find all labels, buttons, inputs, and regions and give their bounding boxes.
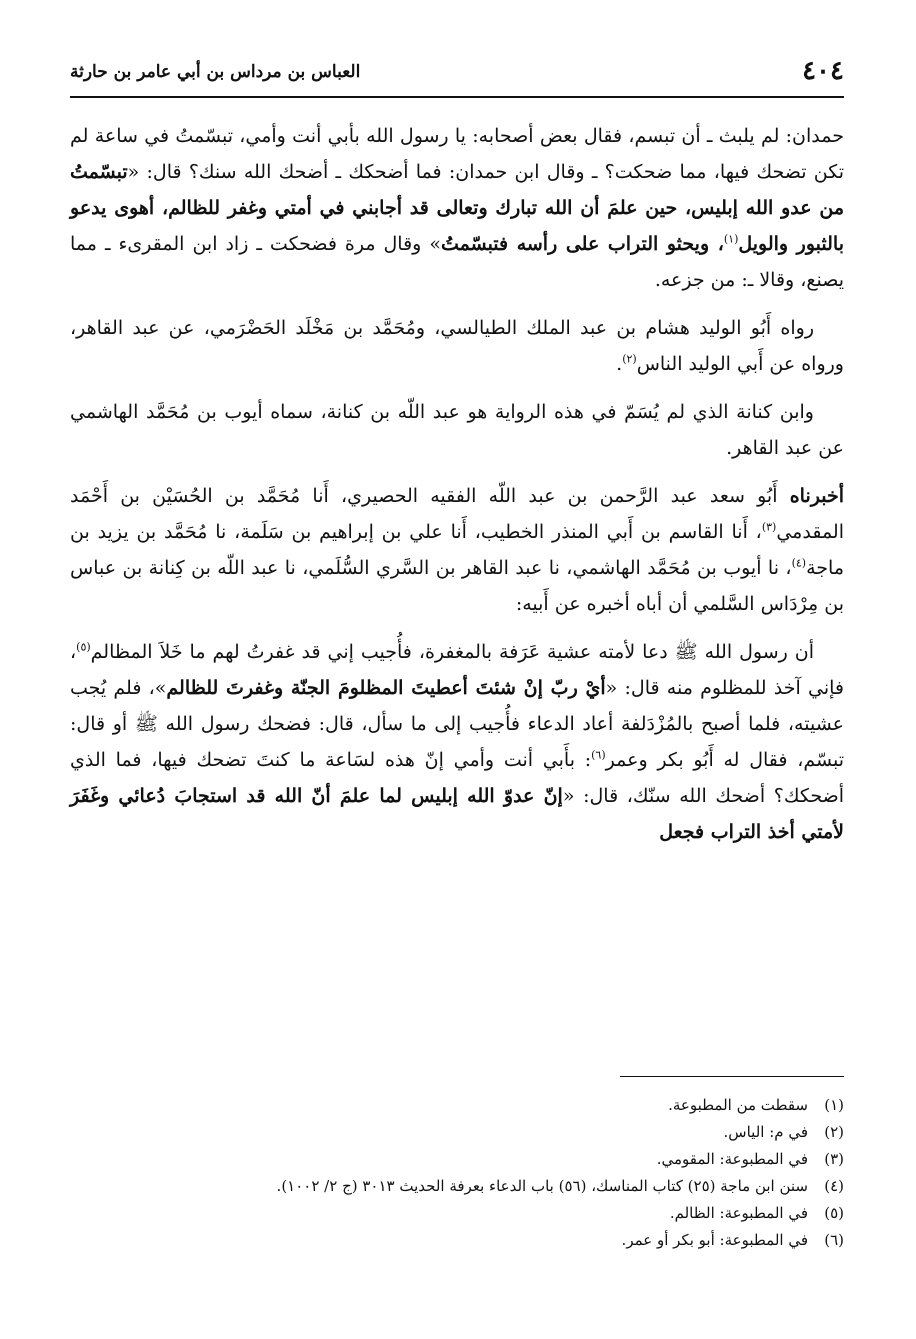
text-run: رواه أَبُو الوليد هشام بن عبد الملك الطيالسي، ومُحَمَّد بن مَخْلَد الحَضْرَمي، عن عبد القاهر، ورواه عن أَبي الوليد الناس [70,317,844,375]
text-run: حمدان: لم يلبث ـ أن تبسم، فقال بعض أصحابه: يا رسول الله بأبي أنت وأمي، تبسّمتُ في ساعة لم تكن تضحك فيها، مما ضحكت؟ ـ وقال ابن حمدان: فما أضحكك ـ أضحك الله سنك؟ قال: « [70,125,844,183]
text-run: ، فإني آخذ للمظلوم منه قال: « [70,641,844,699]
paragraph [70,118,844,298]
text-run: أن رسول الله ﷺ دعا لأمته عشية عَرَفة بالمغفرة، فأُجيب إني قد غفرتُ لهم ما خَلاَ المظالم [90,641,814,663]
paragraph [70,394,844,466]
footnote-text: في المطبوعة: الظالم. [669,1204,808,1222]
footnote-number: (٦) [824,1231,844,1249]
bold-text-run: أخبرناه [789,485,844,507]
footnote-number: (٤) [824,1177,844,1195]
paragraph [70,310,844,382]
text-run: »، فلم يُجب عشيته، فلما أصبح بالمُزْدَلفة أعاد الدعاء فأُجيب إلى ما سأل، قال: فضحك رسول الله ﷺ أو قال: تبسّم، فقال له أَبُو بكر وعمر [70,677,844,771]
footnote-text: سقطت من المطبوعة. [668,1096,808,1114]
paragraph [70,634,844,850]
text-run: وابن كنانة الذي لم يُسَمّ في هذه الرواية هو عبد اللّه بن كنانة، سماه أيوب بن مُحَمَّد الهاشمي عن عبد القاهر. [70,401,844,459]
footnote-text: في المطبوعة: المقومي. [656,1150,808,1168]
running-title: العباس بن مرداس بن أبي عامر بن حارثة [70,62,361,82]
text-run: . [616,353,623,375]
footnotes [70,1092,844,1254]
header-rule [70,96,844,98]
bold-text-run: أيْ ربّ إنْ شئتَ أعطيتَ المظلومَ الجنّة وغفرتَ للظالم [166,677,606,699]
footnote-item [70,1119,844,1146]
paragraph [70,478,844,622]
footnote-text: في المطبوعة: أبو بكر أو عمر. [621,1231,808,1249]
footnote-marker: (٤) [791,556,807,570]
footnote-marker: (٢) [622,352,637,366]
footnote-marker: (٥) [76,640,91,654]
footnote-text: سنن ابن ماجة (٢٥) كتاب المناسك، (٥٦) باب الدعاء بعرفة الحديث ٣٠١٣ (ج ٢/ ١٠٠٢). [276,1177,808,1195]
footnote-marker: (١) [723,232,739,246]
footnote-item [70,1146,844,1173]
footnote-item [70,1173,844,1200]
footnote-number: (٢) [824,1123,844,1141]
main-text [70,118,844,862]
footnote-item [70,1200,844,1227]
page-number: ٤٠٤ [802,56,844,86]
page-header [70,52,844,92]
text-run: » وقال مرة فضحكت ـ زاد ابن المقرىء ـ مما يصنع، وقالا ـ: من جزعه. [70,233,844,291]
bold-text-run: تبسّمتُ من عدو الله إبليس، حين علمَ أن الله تبارك وتعالى قد أجابني في أمتي وغفر للظالم، أهوى يدعو بالثبور والويل [70,161,844,255]
footnote-number: (٥) [824,1204,844,1222]
footnote-number: (١) [824,1096,844,1114]
text-run: : بأَبي أنت وأمي إنّ هذه لسَاعة ما كنتَ تضحك فيها، فما الذي أضحكك؟ أضحك الله سنّك، قال: « [70,749,844,807]
bold-text-run: إنّ عدوّ الله إبليس لما علمَ أنّ الله قد استجابَ دُعائي وغَفَرَ لأمتي أخذ التراب فجعل [70,785,844,843]
footnote-marker: (٣) [761,520,777,534]
footnote-text: في م: الياس. [723,1123,808,1141]
footnote-item [70,1227,844,1254]
footnote-number: (٣) [824,1150,844,1168]
footnote-item [70,1092,844,1119]
text-run: ، أَنا القاسم بن أَبي المنذر الخطيب، أَنا علي بن إبراهيم بن سَلَمة، نا مُحَمَّد بن يزيد بن ماجة [70,521,844,579]
footnote-marker: (٦) [591,748,606,762]
text-run: أَبُو سعد عبد الرَّحمن بن عبد اللّه الفقيه الحصيري، أَنا مُحَمَّد بن الحُسَيْن بن أَحْمَد المقدمي [70,485,844,543]
bold-text-run: ، ويحثو التراب على رأسه فتبسّمتُ [440,233,724,255]
text-run: ، نا أيوب بن مُحَمَّد الهاشمي، نا عبد القاهر بن السَّري السُّلَمي، نا عبد اللّه بن كِنانة بن عباس بن مِرْدَاس السَّلمي أن أباه أخبره عن أَبيه: [70,557,844,615]
footnote-rule [620,1076,844,1077]
